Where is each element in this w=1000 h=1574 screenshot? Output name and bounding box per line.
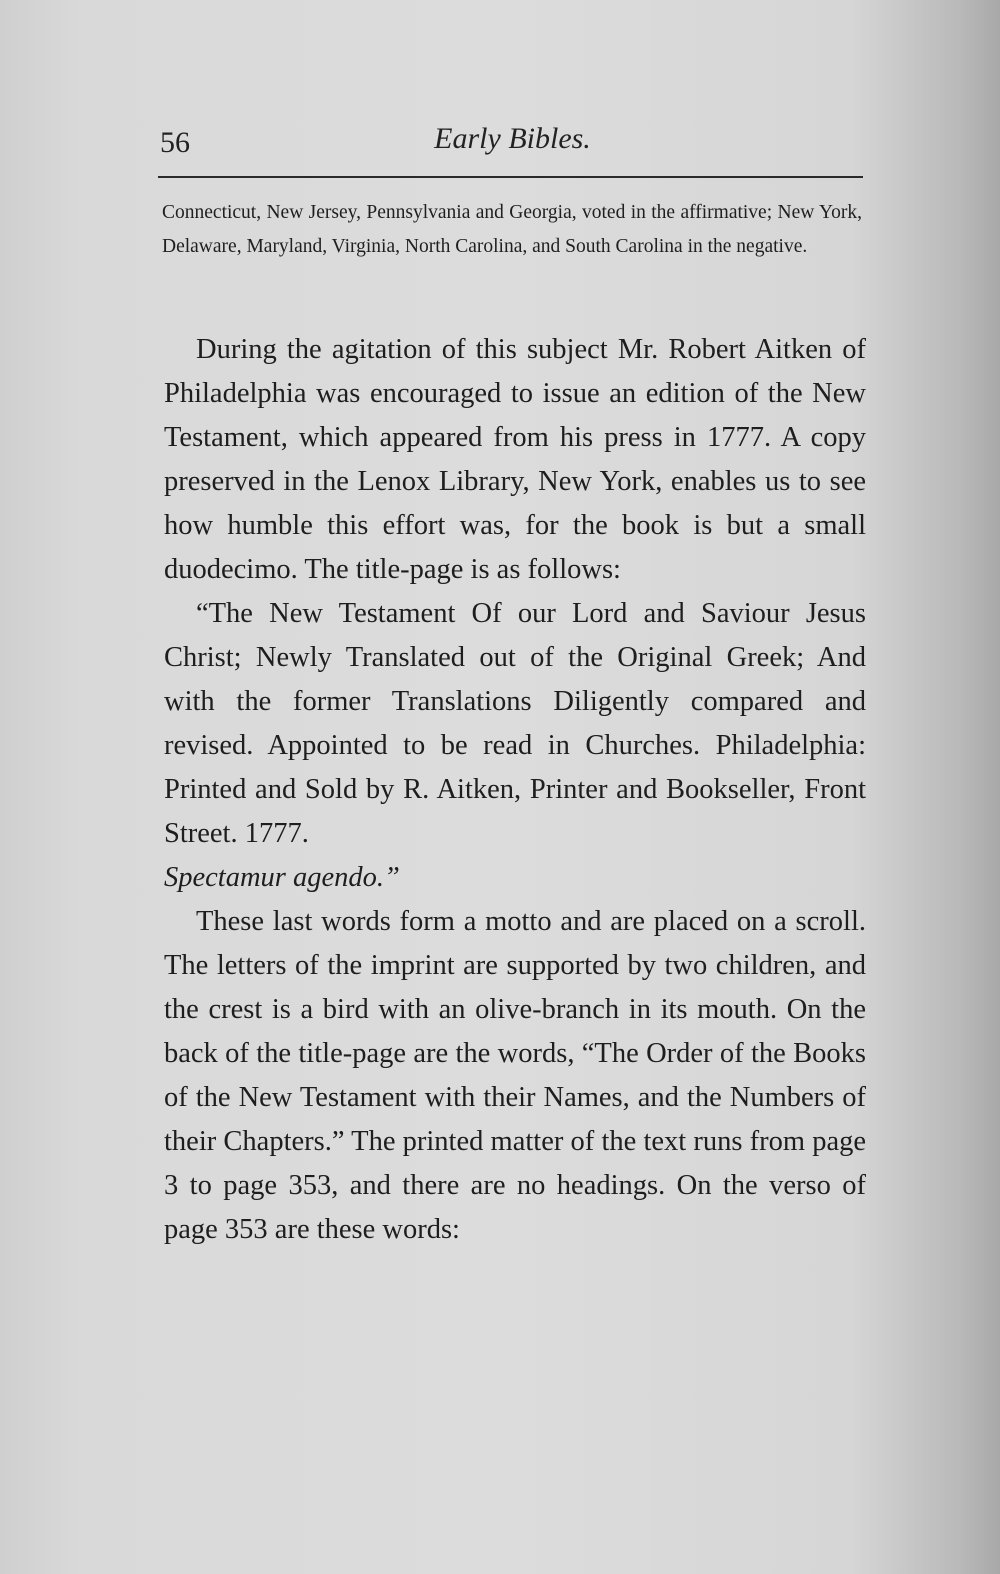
page-header <box>160 118 865 168</box>
title-page-quote: “The New Testament Of our Lord and Saviour Jesus Christ; Newly Translated out of the Original Greek; And with the former Translations Diligently compared and revised. Appointed to be read in Churches. Philadelphia: Printed and Sold by R. Aitken, Printer and Bookseller, Front Street. 1777. <box>164 598 866 849</box>
running-title: Early Bibles. <box>434 122 591 155</box>
page-number: 56 <box>160 126 190 159</box>
motto-text: Spectamur agendo.” <box>164 862 400 893</box>
body-text <box>164 328 866 1252</box>
paragraph-1: During the agitation of this subject Mr. Robert Aitken of Philadelphia was encouraged to issue an edition of the New Testament, which appeared from his press in 1777. A copy preserved in the Lenox Library, New York, enables us to see how humble this effort was, for the book is but a small duodecimo. The title-page is as follows: <box>164 334 866 585</box>
paragraph-2 <box>164 592 866 900</box>
paragraph-3: These last words form a motto and are placed on a scroll. The letters of the imprint are supported by two children, and the crest is a bird with an olive-branch in its mouth. On the back of the title-page are the words, “The Order of the Books of the New Testament with their Names, and the Numbers of their Chapters.” The printed matter of the text runs from page 3 to page 353, and there are no headings. On the verso of page 353 are these words: <box>164 906 866 1245</box>
footnote-text: Connecticut, New Jersey, Pennsylvania and Georgia, voted in the affirmative; New York, Delaware, Maryland, Virginia, North Carolina, and South Carolina in the negative. <box>162 202 862 257</box>
header-rule <box>158 176 863 178</box>
